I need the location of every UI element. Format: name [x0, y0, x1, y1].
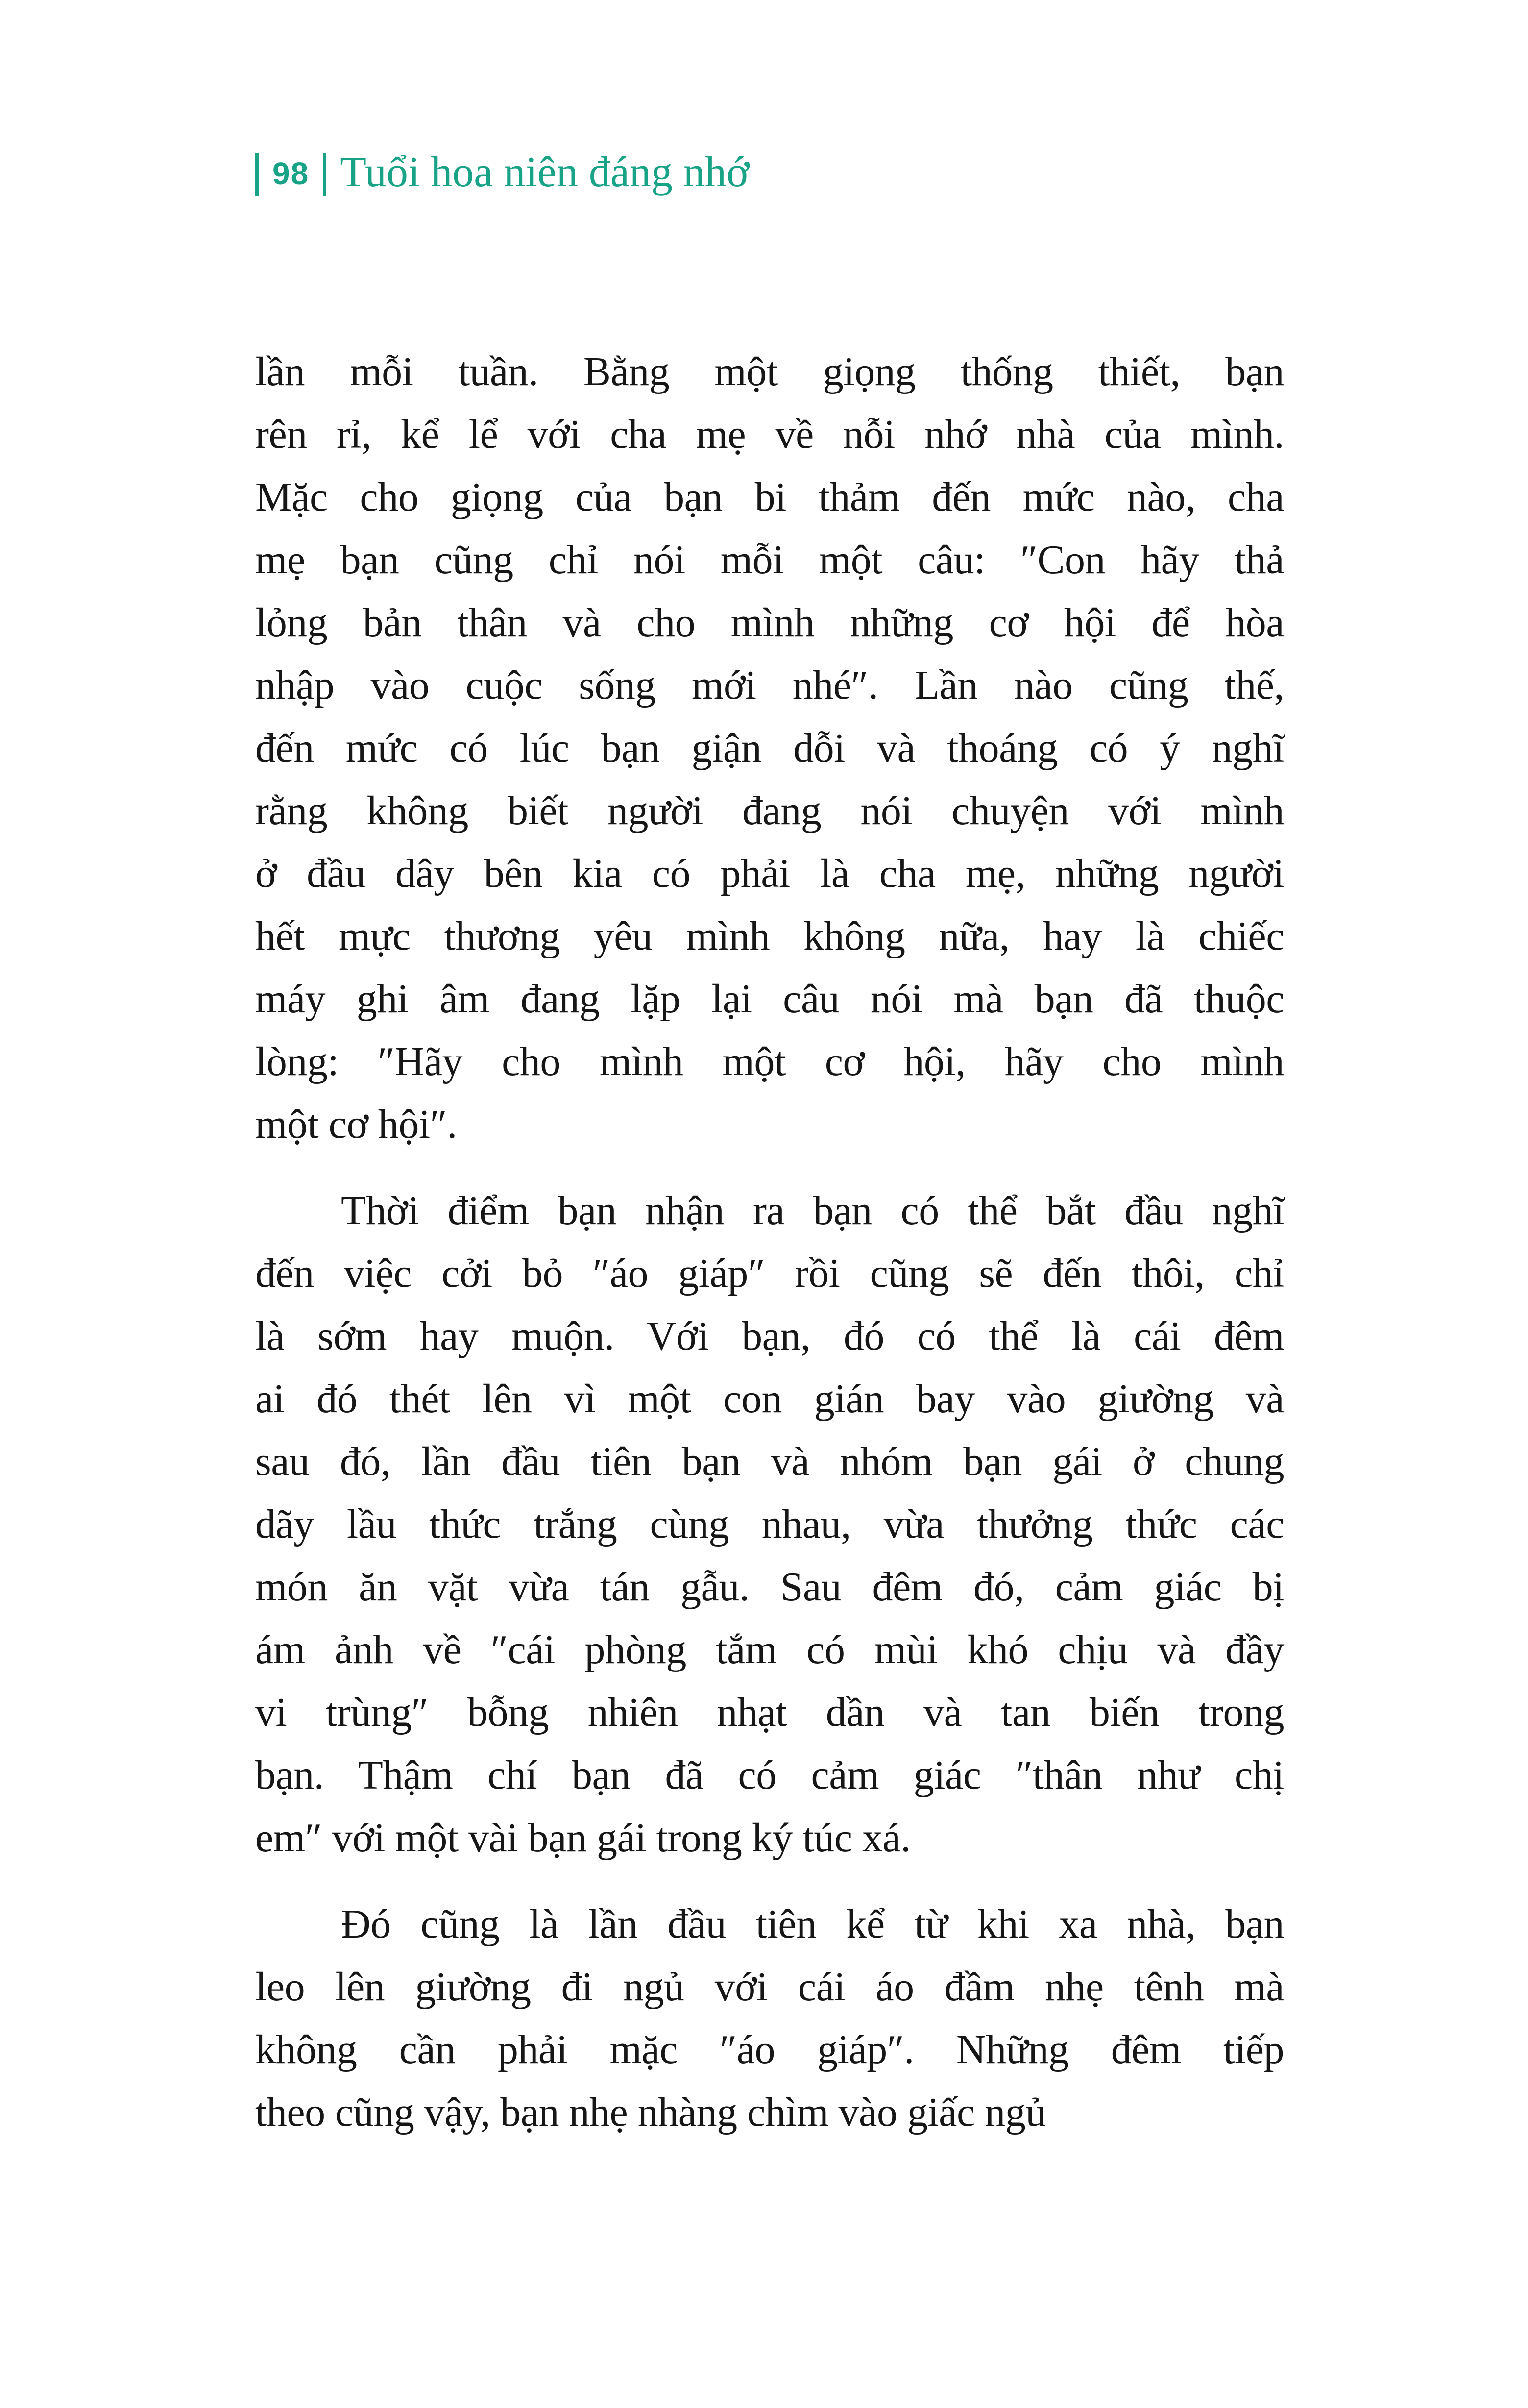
page-header — [255, 145, 749, 204]
text-line: em″ với một vài bạn gái trong ký túc xá. — [255, 1815, 911, 1861]
text-line: bạn. Thậm chí bạn đã có cảm giác ″thân như chị — [255, 1752, 1284, 1798]
text-line: ở đầu dây bên kia có phải là cha mẹ, những người — [255, 851, 1284, 896]
text-line: máy ghi âm đang lặp lại câu nói mà bạn đã thuộc — [255, 976, 1284, 1022]
text-line: sau đó, lần đầu tiên bạn và nhóm bạn gái ở chung — [255, 1439, 1284, 1484]
text-line: ai đó thét lên vì một con gián bay vào giường và — [255, 1376, 1284, 1422]
text-line: là sớm hay muộn. Với bạn, đó có thể là cái đêm — [255, 1313, 1284, 1359]
text-line: lòng: ″Hãy cho mình một cơ hội, hãy cho mình — [255, 1039, 1284, 1084]
text-line: rằng không biết người đang nói chuyện với mình — [255, 788, 1284, 834]
text-line: leo lên giường đi ngủ với cái áo đầm nhẹ tênh mà — [255, 1964, 1284, 2010]
text-line: một cơ hội″. — [255, 1102, 457, 1147]
header-divider-mid — [323, 153, 326, 196]
text-line: lỏng bản thân và cho mình những cơ hội để hòa — [255, 600, 1284, 645]
text-line: hết mực thương yêu mình không nữa, hay là chiếc — [255, 913, 1284, 959]
text-line: vi trùng″ bỗng nhiên nhạt dần và tan biến trong — [255, 1690, 1284, 1735]
text-line: món ăn vặt vừa tán gẫu. Sau đêm đó, cảm giác bị — [255, 1564, 1284, 1610]
text-line: Mặc cho giọng của bạn bi thảm đến mức nào, cha — [255, 474, 1284, 520]
text-line: đến mức có lúc bạn giận dỗi và thoáng có ý nghĩ — [255, 725, 1284, 771]
paragraph — [255, 341, 1284, 1156]
header-divider-left — [255, 153, 259, 196]
text-line: rên rỉ, kể lể với cha mẹ về nỗi nhớ nhà của mình. — [255, 412, 1284, 457]
text-line: ám ảnh về ″cái phòng tắm có mùi khó chịu và đầy — [255, 1627, 1284, 1672]
text-line: lần mỗi tuần. Bằng một giọng thống thiết, bạn — [255, 349, 1284, 394]
text-line: dãy lầu thức trắng cùng nhau, vừa thưởng thức các — [255, 1501, 1284, 1547]
body-text — [255, 341, 1284, 2144]
text-line: theo cũng vậy, bạn nhẹ nhàng chìm vào giấc ngủ — [255, 2089, 1046, 2135]
text-line: không cần phải mặc ″áo giáp″. Những đêm tiếp — [255, 2027, 1284, 2072]
book-title: Tuổi hoa niên đáng nhớ — [340, 148, 750, 196]
page-number: 98 — [272, 156, 310, 191]
paragraph — [255, 1893, 1284, 2144]
paragraph — [255, 1179, 1284, 1869]
text-line: Đó cũng là lần đầu tiên kể từ khi xa nhà, bạn — [341, 1901, 1284, 1947]
text-line: nhập vào cuộc sống mới nhé″. Lần nào cũng thế, — [255, 663, 1284, 708]
text-line: Thời điểm bạn nhận ra bạn có thể bắt đầu nghĩ — [341, 1188, 1284, 1233]
text-line: đến việc cởi bỏ ″áo giáp″ rồi cũng sẽ đến thôi, chỉ — [255, 1251, 1284, 1296]
text-line: mẹ bạn cũng chỉ nói mỗi một câu: ″Con hãy thả — [255, 537, 1284, 583]
